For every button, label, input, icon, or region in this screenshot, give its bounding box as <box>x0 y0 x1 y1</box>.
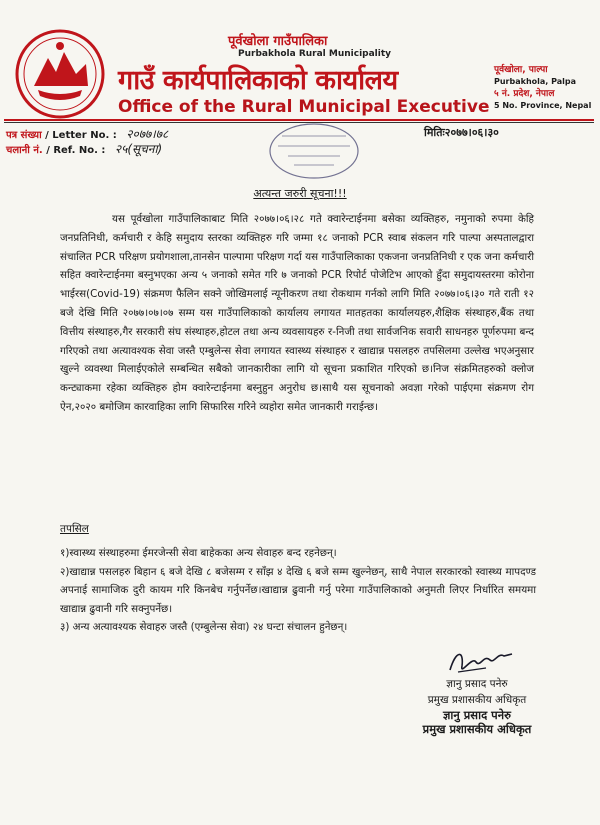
reference-number: चलानी नं. / Ref. No. : २५(सूचना) <box>6 142 163 156</box>
list-item: १)स्वास्थ्य संस्थाहरुमा ईमरजेन्सी सेवा बाहेकका अन्य सेवाहरु बन्द रहनेछन्। <box>60 547 337 559</box>
signatory-stamp-title: प्रमुख प्रशासकीय अधिकृत <box>422 722 532 736</box>
letter-number: पत्र संख्या / Letter No. : २०७७।७८ <box>6 127 169 141</box>
signatory-block <box>392 676 562 736</box>
province-line-np: ५ नं. प्रदेश, नेपाल <box>494 89 555 99</box>
office-title-np: गाउँ कार्यपालिकाको कार्यालय <box>118 65 398 96</box>
office-stamp-icon <box>268 122 360 180</box>
municipality-name-np: पूर्वखोला गाउँपालिका <box>228 34 328 49</box>
notice-body: यस पूर्वखोला गाउँपालिकाबाट मिति २०७७।०६।२८ गते क्वारेन्टाईनमा बसेका व्यक्तिहरु, नमुनाको रुपमा केहि जनप्रतिनिधी, कर्मचारी र केहि समुदाय स्तरका व्यक्तिहरु गरि जम्मा १८ जनाको PCR स्वाब संकलन गरि पाल्पा अस्पतालद्वारा संचालित PCR परिक्षण प्रयोगशाला,तानसेन पाल्पामा परिक्षण गर्दा यस गाउँपालिकाका एकजना जनप्रतिनिधी र एक जना कर्मचारी सहित क्वारेन्टाईनमा बस्नुभएका अन्य ५ जनाको समेत गरि ७ जनाको PCR रिपोर्ट पोजेटिभ आएको हुँदा समुदायस्तरमा कोरोना भाईरस(Covid-19) संक्रमण फैलिन सक्ने जोखिमलाई न्यूनीकरण तथा रोकथाम गर्नको लागि मिति २०७७।०६।३० गते राती १२ बजे देखि मिति २०७७।०७।०७ सम्म यस गाउँपालिकाको कार्यालय लगायत मातहतका कार्यालयहरु,शैक्षिक संस्थाहरु,बैंक तथा वित्तीय संस्थाहरु,गैर सरकारी संघ संस्थाहरु,होटल तथा अन्य व्यवसायहरु र-निजी तथा सार्वजनिक सवारी साधनहरु पूर्णरुपमा बन्द गरिएको तथा अत्यावश्यक सेवा जस्तै एम्बुलेन्स सेवा लगायत स्वास्थ्य संस्थाहरु र खाद्यान्न पसलहरु तपसिलमा उल्लेख भएअनुसार खुल्ने व्यवस्था मिलाईएकोले सम्बन्धित सबैको जानकारीका लागि यो सूचना प्रकाशित गरिएको छ।निज संक्रमितहरुको क्लोज कन्ट्याकमा रहेका व्यक्तिहरु होम क्वारेन्टाईनमा बस्नुहुन अनुरोध छ।साथै यस सूचनाको अवज्ञा गरेको पाईएमा संक्रमण रोग ऐन,२०२० बमोजिम कारवाहिका लागि सिफारिस गरिने व्यहोरा समेत जानकारी गराईन्छ। <box>60 213 534 413</box>
address-line-en: Purbakhola, Palpa <box>494 77 577 86</box>
letter-number-value: २०७७।७८ <box>126 127 169 141</box>
header-divider-red <box>4 119 594 121</box>
nepal-emblem-icon <box>14 28 106 120</box>
notice-subject: अत्यन्त जरुरी सूचना!!! <box>253 187 347 200</box>
list-item: २)खाद्यान्न पसलहरु बिहान ६ बजे देखि ८ बजेसम्म र साँझ ४ देखि ६ बजे सम्म खुल्नेछन्, साथै नेपाल सरकारको स्वास्थ्य मापदण्ड अपनाई सामाजिक दुरी कायम गरि किनबेच गर्नुपर्नेछ।खाद्यान्न ढुवानी गर्नु परेमा गाउँपालिकाको अनुमती लिएर निर्धारित समयमा खाद्यान्न ढुवानी गरि सक्नुपर्नेछ। <box>60 565 536 615</box>
province-line-en: 5 No. Province, Nepal <box>494 101 592 110</box>
reference-number-value: २५(सूचना) <box>114 142 163 156</box>
address-line-np: पूर्वखोला, पाल्पा <box>494 65 548 75</box>
signature-icon <box>446 646 516 678</box>
annex-list <box>60 544 536 637</box>
annex-heading: तपसिल <box>60 523 89 535</box>
issue-date-value: २०७७।०६।३० <box>444 126 499 139</box>
list-item: ३) अन्य अत्यावश्यक सेवाहरु जस्तै (एम्बुलेन्स सेवा) २४ घन्टा संचालन हुनेछन्। <box>60 621 348 634</box>
signatory-title: प्रमुख प्रशासकीय अधिकृत <box>427 694 527 706</box>
office-title-en: Office of the Rural Municipal Executive <box>118 97 490 117</box>
issue-date: मितिः२०७७।०६।३० <box>424 126 499 139</box>
signatory-name: ज्ञानु प्रसाद पनेरु <box>446 678 508 690</box>
address-block <box>494 64 591 112</box>
municipality-name-en: Purbakhola Rural Municipality <box>238 49 392 59</box>
signatory-stamp-name: ज्ञानु प्रसाद पनेरु <box>443 708 511 722</box>
